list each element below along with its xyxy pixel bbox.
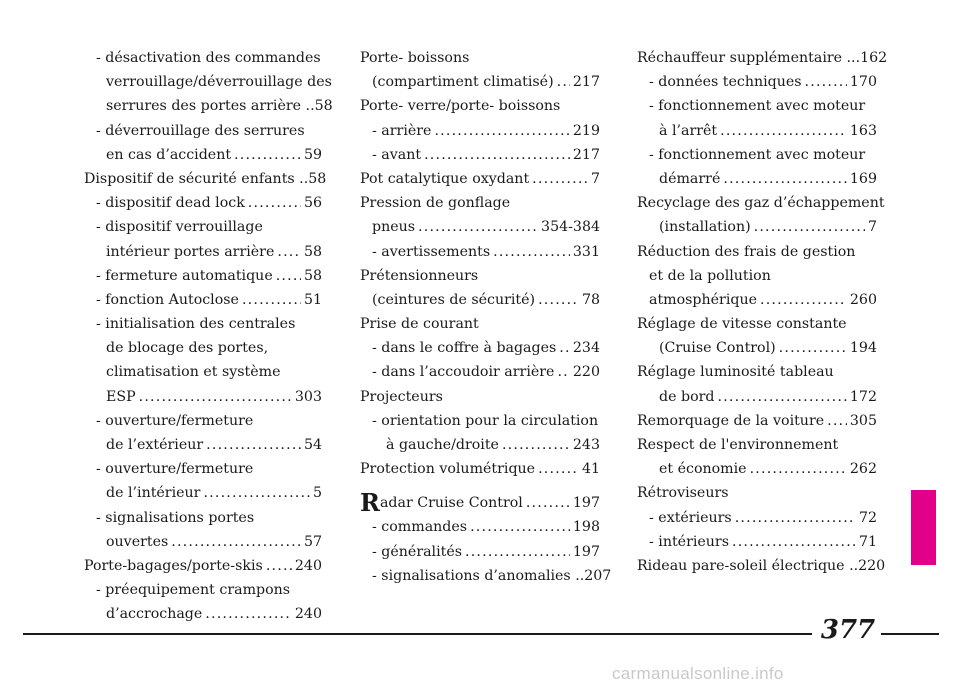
dot-leader: [827, 409, 847, 433]
page-reference: 194: [849, 340, 877, 357]
index-entry: [84, 94, 333, 118]
index-entry: [637, 70, 877, 94]
index-entry: [360, 240, 600, 264]
index-entry: [84, 457, 322, 481]
entry-text: de l’extérieur: [106, 437, 204, 453]
entry-text: - signalisations portes: [96, 509, 255, 526]
entry-text: Porte-bagages/porte-skis: [84, 557, 263, 574]
index-entry: [637, 46, 888, 70]
index-entry: [360, 409, 600, 433]
dot-leader: [754, 215, 865, 239]
footer-rule-right: [881, 633, 939, 635]
dot-leader: [418, 215, 538, 239]
dot-leader: [206, 433, 301, 457]
index-entry: [637, 506, 877, 530]
entry-text: - signalisations d’anomalies ..: [372, 567, 585, 584]
index-entry: [637, 167, 877, 191]
dot-leader: [276, 264, 301, 288]
page-reference: 219: [572, 122, 600, 139]
entry-text: climatisation et système: [106, 364, 281, 381]
entry-text: - généralités: [372, 543, 463, 560]
index-entry: [360, 481, 600, 518]
entry-text: - données techniques: [649, 74, 802, 91]
dot-leader: [735, 506, 856, 530]
page-reference: 220: [858, 557, 886, 574]
entry-text: - initialisation des centrales: [96, 316, 296, 333]
dot-leader: [559, 336, 570, 360]
index-entry: [637, 409, 877, 433]
index-entry: [360, 191, 600, 215]
index-entry: [84, 167, 327, 191]
index-entry: [637, 264, 877, 288]
entry-text: Réchauffeur supplémentaire ...: [637, 50, 861, 66]
page-reference: 162: [860, 50, 888, 66]
entry-text: Porte- boissons: [360, 50, 470, 66]
dot-leader: [538, 288, 579, 312]
index-entry: [84, 312, 322, 336]
index-entry: [637, 143, 877, 167]
entry-text: - dispositif dead lock: [96, 195, 245, 212]
page-reference: 58: [303, 267, 322, 284]
entry-text: (ceintures de sécurité): [372, 291, 536, 308]
page-reference: 54: [303, 437, 322, 453]
index-column-1: [84, 46, 333, 627]
entry-text: pneus: [372, 219, 416, 236]
index-entry: [84, 46, 322, 70]
entry-text: - avertissements: [372, 243, 491, 260]
page-reference: 41: [581, 461, 600, 478]
entry-text: serrures des portes arrière ..: [106, 98, 315, 115]
page-reference: 217: [572, 74, 600, 91]
index-entry: [84, 240, 322, 264]
index-entry: [84, 143, 322, 167]
page-reference: 207: [584, 567, 612, 584]
index-entry: [84, 506, 322, 530]
page-reference: 240: [294, 557, 322, 574]
page-reference: 172: [849, 388, 877, 405]
entry-text: démarré: [659, 170, 721, 187]
entry-text: Rideau pare-soleil électrique ..: [637, 557, 859, 574]
page-reference: 78: [581, 291, 600, 308]
entry-text: et économie: [659, 461, 747, 478]
index-entry: [637, 530, 877, 554]
page-reference: 58: [303, 243, 322, 260]
entry-text: - commandes: [372, 519, 468, 536]
page-reference: 163: [849, 122, 877, 139]
page-reference: 305: [849, 412, 877, 429]
entry-text: - arrière: [372, 122, 432, 139]
dot-leader: [723, 167, 847, 191]
index-entry: [84, 336, 322, 360]
index-entry: [637, 312, 877, 336]
index-entry: [84, 70, 332, 94]
page-reference: 234: [572, 340, 600, 357]
index-column-2: [360, 46, 612, 588]
index-entry: [360, 360, 600, 384]
index-entry: [637, 215, 877, 239]
entry-text: Projecteurs: [360, 388, 443, 405]
index-entry: [360, 433, 600, 457]
index-column-3: [637, 46, 888, 578]
index-entry: [360, 143, 600, 167]
index-entry: [84, 409, 322, 433]
entry-text: à l’arrêt: [659, 122, 718, 139]
index-entry: [637, 119, 877, 143]
entry-text: - avant: [372, 146, 422, 163]
dot-leader: [242, 288, 301, 312]
index-entry: [84, 264, 322, 288]
dot-leader: [557, 360, 569, 384]
dot-leader: [465, 540, 570, 564]
dot-leader: [538, 457, 579, 481]
page-reference: 220: [572, 364, 600, 381]
index-entry: [360, 312, 600, 336]
index-entry: [637, 240, 877, 264]
entry-text: (installation): [659, 219, 751, 236]
index-entry: [360, 564, 612, 588]
dot-leader: [720, 119, 847, 143]
entry-text: Pot catalytique oxydant: [360, 170, 530, 187]
dot-leader: [493, 240, 570, 264]
page-reference: 5: [312, 485, 322, 502]
page-reference: 7: [590, 170, 600, 187]
entry-text: Réglage luminosité tableau: [637, 364, 834, 381]
entry-text: de bord: [659, 388, 715, 405]
dot-leader: [760, 288, 847, 312]
entry-text: Respect de l'environnement: [637, 437, 839, 453]
index-entry: [637, 433, 877, 457]
section-tab-marker: [911, 490, 936, 565]
page-reference: 57: [303, 533, 322, 550]
index-entry: [637, 94, 877, 118]
index-entry: [360, 385, 600, 409]
entry-text: Porte- verre/porte- boissons: [360, 98, 561, 115]
entry-text: - déverrouillage des serrures: [96, 122, 305, 139]
entry-text: Prétensionneurs: [360, 267, 479, 284]
index-entry: [637, 385, 877, 409]
dot-leader: [171, 530, 301, 554]
index-entry: [84, 578, 322, 602]
entry-text: en cas d’accident: [106, 146, 232, 163]
entry-text: - dans l’accoudoir arrière: [372, 364, 555, 381]
entry-text: - dispositif verrouillage: [96, 219, 263, 236]
index-entry: [360, 540, 600, 564]
page-reference: 260: [849, 291, 877, 308]
entry-text: - fonctionnement avec moteur: [649, 146, 866, 163]
dot-leader: [805, 70, 847, 94]
index-entry: [84, 433, 322, 457]
page-reference: 58: [314, 98, 333, 115]
index-entry: [84, 385, 322, 409]
index-entry: [84, 530, 322, 554]
dot-leader: [502, 433, 570, 457]
dot-leader: [732, 530, 856, 554]
index-entry: [360, 336, 600, 360]
page-reference: 197: [572, 543, 600, 560]
index-entry: [84, 602, 322, 626]
entry-text: - désactivation des commandes: [96, 50, 321, 66]
dot-leader: [234, 143, 301, 167]
index-entry: [360, 94, 600, 118]
entry-text: de l’intérieur: [106, 485, 201, 502]
entry-text: et de la pollution: [649, 267, 771, 284]
index-entry: [360, 515, 600, 539]
dot-leader: [750, 457, 847, 481]
page-reference: 262: [849, 461, 877, 478]
dot-leader: [205, 602, 292, 626]
entry-text: - fermeture automatique: [96, 267, 273, 284]
entry-text: atmosphérique: [649, 291, 757, 308]
entry-text: - intérieurs: [649, 533, 729, 550]
dot-leader: [139, 385, 292, 409]
index-entry: [637, 336, 877, 360]
page-reference: 59: [303, 146, 322, 163]
index-entry: [360, 457, 600, 481]
footer-rule-left: [23, 633, 812, 635]
index-entry: [637, 554, 886, 578]
entry-text: adar Cruise Control: [379, 495, 523, 512]
page-reference: 197: [572, 495, 600, 512]
section-initial-letter: R: [360, 488, 380, 518]
dot-leader: [779, 336, 847, 360]
entry-text: d’accrochage: [106, 606, 203, 623]
index-entry: [637, 481, 877, 505]
entry-text: Recyclage des gaz d’échappement: [637, 195, 885, 212]
page-reference: 217: [572, 146, 600, 163]
page-reference: 331: [572, 243, 600, 260]
entry-text: Pression de gonflage: [360, 195, 511, 212]
page-reference: 240: [294, 606, 322, 623]
dot-leader: [532, 167, 588, 191]
index-entry: [84, 119, 322, 143]
entry-text: Prise de courant: [360, 316, 479, 333]
entry-text: Protection volumétrique: [360, 461, 536, 478]
entry-text: Dispositif de sécurité enfants ..: [84, 170, 309, 187]
page-reference: 72: [858, 509, 877, 526]
dot-leader: [248, 191, 301, 215]
index-entry: [360, 288, 600, 312]
index-entry: [637, 360, 877, 384]
page-reference: 58: [308, 170, 327, 187]
dot-leader: [717, 385, 846, 409]
index-entry: [360, 215, 600, 239]
index-entry: [360, 46, 600, 70]
index-entry: [84, 360, 322, 384]
index-entry: [84, 288, 322, 312]
index-entry: [637, 191, 885, 215]
page-reference: 243: [572, 437, 600, 453]
index-entry: [84, 215, 322, 239]
entry-text: Réduction des frais de gestion: [637, 243, 856, 260]
dot-leader: [434, 119, 569, 143]
entry-text: (compartiment climatisé): [372, 74, 554, 91]
page-reference: 169: [849, 170, 877, 187]
page-reference: 198: [572, 519, 600, 536]
page-reference: 170: [849, 74, 877, 91]
dot-leader: [266, 554, 292, 578]
page-reference: 56: [303, 195, 322, 212]
entry-text: - dans le coffre à bagages: [372, 340, 557, 357]
dot-leader: [424, 143, 570, 167]
dot-leader: [203, 481, 310, 505]
entry-text: - ouverture/fermeture: [96, 412, 254, 429]
entry-text: - fonction Autoclose: [96, 291, 239, 308]
entry-text: intérieur portes arrière: [106, 243, 275, 260]
entry-text: Rétroviseurs: [637, 485, 729, 502]
entry-text: ESP: [106, 388, 136, 405]
page-reference: 7: [867, 219, 877, 236]
dot-leader: [526, 491, 570, 515]
entry-text: - préequipement crampons: [96, 582, 291, 599]
entry-text: - ouverture/fermeture: [96, 461, 254, 478]
page-reference: 303: [294, 388, 322, 405]
page-reference: 354-384: [541, 219, 600, 236]
entry-text: ouvertes: [106, 533, 169, 550]
index-entry: [360, 167, 600, 191]
dot-leader: [277, 240, 301, 264]
page-reference: 51: [303, 291, 322, 308]
entry-text: Remorquage de la voiture: [637, 412, 825, 429]
dot-leader: [557, 70, 570, 94]
index-entry: [637, 457, 877, 481]
index-entry: [360, 119, 600, 143]
index-entry: [637, 288, 877, 312]
index-entry: [84, 481, 322, 505]
entry-text: Réglage de vitesse constante: [637, 316, 847, 333]
index-entry: [84, 191, 322, 215]
page-number: 377: [820, 615, 876, 645]
entry-text: - fonctionnement avec moteur: [649, 98, 866, 115]
entry-text: de blocage des portes,: [106, 340, 269, 357]
index-entry: [360, 264, 600, 288]
page-reference: 71: [858, 533, 877, 550]
dot-leader: [470, 515, 570, 539]
entry-text: - extérieurs: [649, 509, 732, 526]
entry-text: verrouillage/déverrouillage des: [106, 74, 332, 91]
entry-text: - orientation pour la circulation: [372, 412, 599, 429]
watermark[interactable]: carmanualsonline.info: [612, 664, 784, 683]
index-entry: [360, 70, 600, 94]
entry-text: à gauche/droite: [386, 437, 499, 453]
entry-text: (Cruise Control): [659, 340, 776, 357]
index-entry: [84, 554, 322, 578]
